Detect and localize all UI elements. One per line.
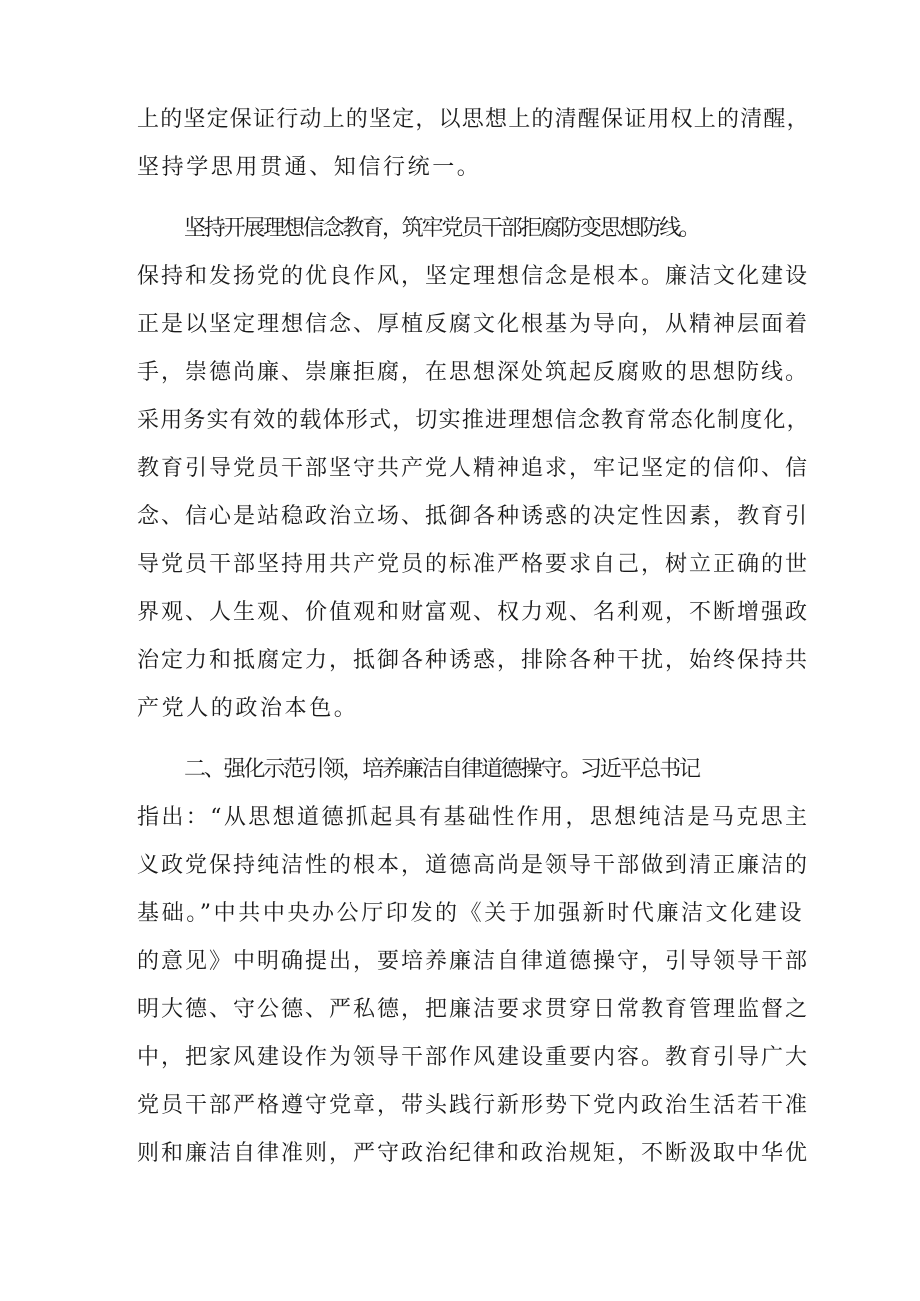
text-line: 手，崇德尚廉、崇廉拒腐，在思想深处筑起反腐败的思想防线。 xyxy=(137,360,810,385)
text-line: 中，把家风建设作为领导干部作风建设重要内容。教育引导广大 xyxy=(137,1045,810,1070)
text-line: 上的坚定保证行动上的坚定，以思想上的清醒保证用权上的清醒， xyxy=(137,107,810,132)
text-line: 党员干部严格遵守党章，带头践行新形势下党内政治生活若干准 xyxy=(137,1093,810,1118)
text-line: 义政党保持纯洁性的根本，道德高尚是领导干部做到清正廉洁的 xyxy=(137,853,810,878)
text-line: 坚持学思用贯通、知信行统一。 xyxy=(137,155,482,180)
text-line: 则和廉洁自律准则，严守政治纪律和政治规矩，不断汲取中华优 xyxy=(137,1141,810,1166)
text-line: 明大德、守公德、严私德，把廉洁要求贯穿日常教育管理监督之 xyxy=(137,997,810,1022)
text-line: 二、强化示范引领，培养廉洁自律道德操守。习近平总书记 xyxy=(184,757,699,782)
text-line: 导党员干部坚持用共产党员的标准严格要求自己，树立正确的世 xyxy=(137,552,810,577)
text-line: 基础。”中共中央办公厅印发的《关于加强新时代廉洁文化建设 xyxy=(137,901,805,926)
text-line: 坚持开展理想信念教育，筑牢党员干部拒腐防变思想防线。 xyxy=(184,216,699,241)
text-line: 保持和发扬党的优良作风，坚定理想信念是根本。廉洁文化建设 xyxy=(137,264,810,289)
text-line: 指出：“从思想道德抓起具有基础性作用，思想纯洁是马克思主 xyxy=(137,805,810,830)
text-line: 界观、人生观、价值观和财富观、权力观、名利观，不断增强政 xyxy=(137,600,810,625)
text-line: 治定力和抵腐定力，抵御各种诱惑，排除各种干扰，始终保持共 xyxy=(137,648,810,673)
text-line: 正是以坚定理想信念、厚植反腐文化根基为导向，从精神层面着 xyxy=(137,312,810,337)
text-line: 念、信心是站稳政治立场、抵御各种诱惑的决定性因素，教育引 xyxy=(137,504,810,529)
text-line: 的意见》中明确提出，要培养廉洁自律道德操守，引导领导干部 xyxy=(137,949,810,974)
text-line: 教育引导党员干部坚守共产党人精神追求，牢记坚定的信仰、信 xyxy=(137,456,810,481)
text-line: 采用务实有效的载体形式，切实推进理想信念教育常态化制度化， xyxy=(137,408,810,433)
text-line: 产党人的政治本色。 xyxy=(137,696,359,721)
